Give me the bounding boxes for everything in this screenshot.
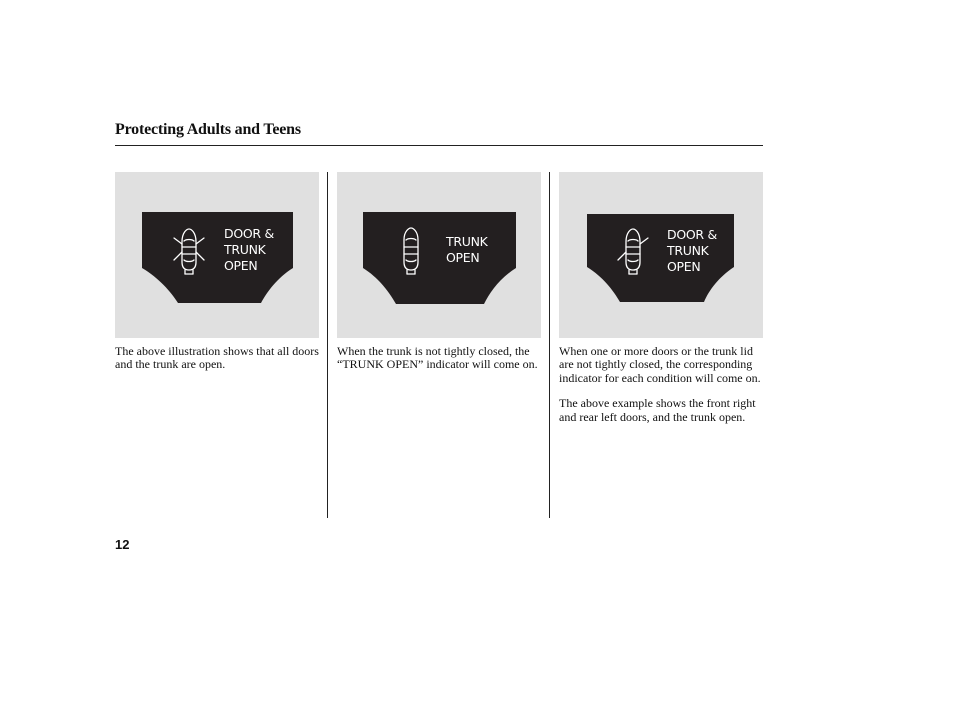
caption-1 [115,345,321,384]
indicator-line: OPEN [667,259,701,274]
indicator-line: DOOR & [224,226,274,241]
title-divider [115,145,763,146]
indicator-line: TRUNK [667,243,709,258]
caption-paragraph: The above illustration shows that all doors and the trunk are open. [115,344,319,372]
indicator-illustration-2 [337,172,541,338]
caption-paragraph: When one or more doors or the trunk lid are not tightly closed, the corresponding indicator for each condition will come on. [559,344,761,385]
indicator-line: TRUNK [224,242,266,257]
indicator-illustration-3 [559,172,763,338]
indicator-line: TRUNK [446,234,488,249]
caption-paragraph: The above example shows the front right and rear left doors, and the trunk open. [559,396,756,424]
indicator-line: OPEN [446,250,480,265]
indicator-line: OPEN [224,258,258,273]
caption-2 [337,345,543,384]
indicator-illustration-1 [115,172,319,338]
column-divider [549,172,550,518]
indicator-display [363,212,516,304]
indicator-line: DOOR & [667,227,717,242]
page-number: 12 [115,537,130,552]
page-title: Protecting Adults and Teens [115,121,301,138]
column-divider [327,172,328,518]
caption-3 [559,345,763,436]
caption-paragraph: When the trunk is not tightly closed, the “TRUNK OPEN” indicator will come on. [337,344,538,372]
